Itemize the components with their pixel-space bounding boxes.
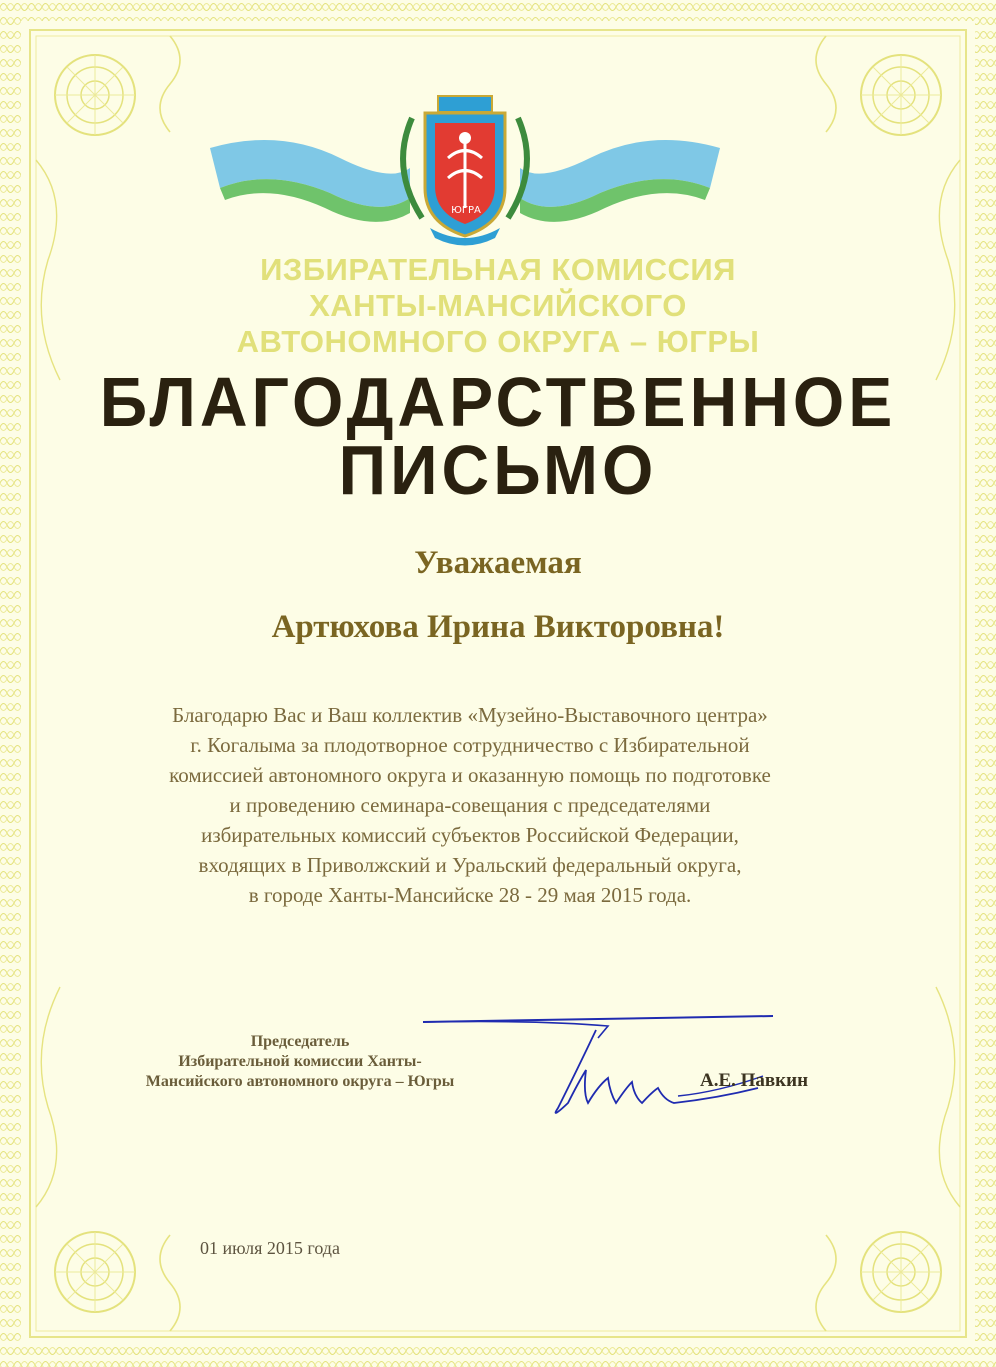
- document-title-line-1: БЛАГОДАРСТВЕННОЕ: [99, 363, 897, 441]
- organization-line-1: ИЗБИРАТЕЛЬНАЯ КОМИССИЯ: [260, 252, 736, 287]
- issue-date: 01 июля 2015 года: [200, 1238, 340, 1258]
- body-line: комиссией автономного округа и оказанную помощь по подготовке: [169, 763, 771, 787]
- corner-rosette-top-left: [55, 55, 135, 135]
- organization-line-3: АВТОНОМНОГО ОКРУГА – ЮГРЫ: [236, 324, 760, 359]
- signatory-position-line: Мансийского автономного округа – Югры: [145, 1073, 455, 1090]
- crest-banner-text: ЮГРА: [451, 205, 481, 216]
- signatory-position-line: Председатель: [250, 1033, 350, 1050]
- corner-rosette-top-right: [861, 55, 941, 135]
- body-line: в городе Ханты-Мансийске 28 - 29 мая 2015 года.: [248, 883, 692, 907]
- letter-body: [100, 700, 840, 910]
- corner-rosette-bottom-right: [861, 1232, 941, 1312]
- body-line: Благодарю Вас и Ваш коллектив «Музейно-Выставочного центра»: [172, 703, 768, 727]
- body-line: и проведению семинара-совещания с председателями: [229, 793, 711, 817]
- body-line: входящих в Приволжский и Уральский федеральный округа,: [198, 853, 742, 877]
- ribbon-left: [210, 140, 410, 222]
- body-line: избирательных комиссий субъектов Российской Федерации,: [201, 823, 739, 847]
- recipient-name: Артюхова Ирина Викторовна!: [271, 609, 725, 645]
- salutation: Уважаемая: [414, 545, 582, 581]
- body-line: г. Когалыма за плодотворное сотрудничество с Избирательной: [190, 733, 750, 757]
- corner-rosette-bottom-left: [55, 1232, 135, 1312]
- organization-line-2: ХАНТЫ-МАНСИЙСКОГО: [309, 288, 687, 323]
- signatory-position-line: Избирательной комиссии Ханты-: [178, 1053, 422, 1070]
- signer-name: А.Е. Павкин: [700, 1070, 809, 1091]
- handwritten-signature: [418, 1008, 798, 1123]
- ribbon-right: [520, 140, 720, 222]
- coat-of-arms-emblem: [200, 88, 730, 248]
- document-title-line-2: ПИСЬМО: [338, 431, 658, 509]
